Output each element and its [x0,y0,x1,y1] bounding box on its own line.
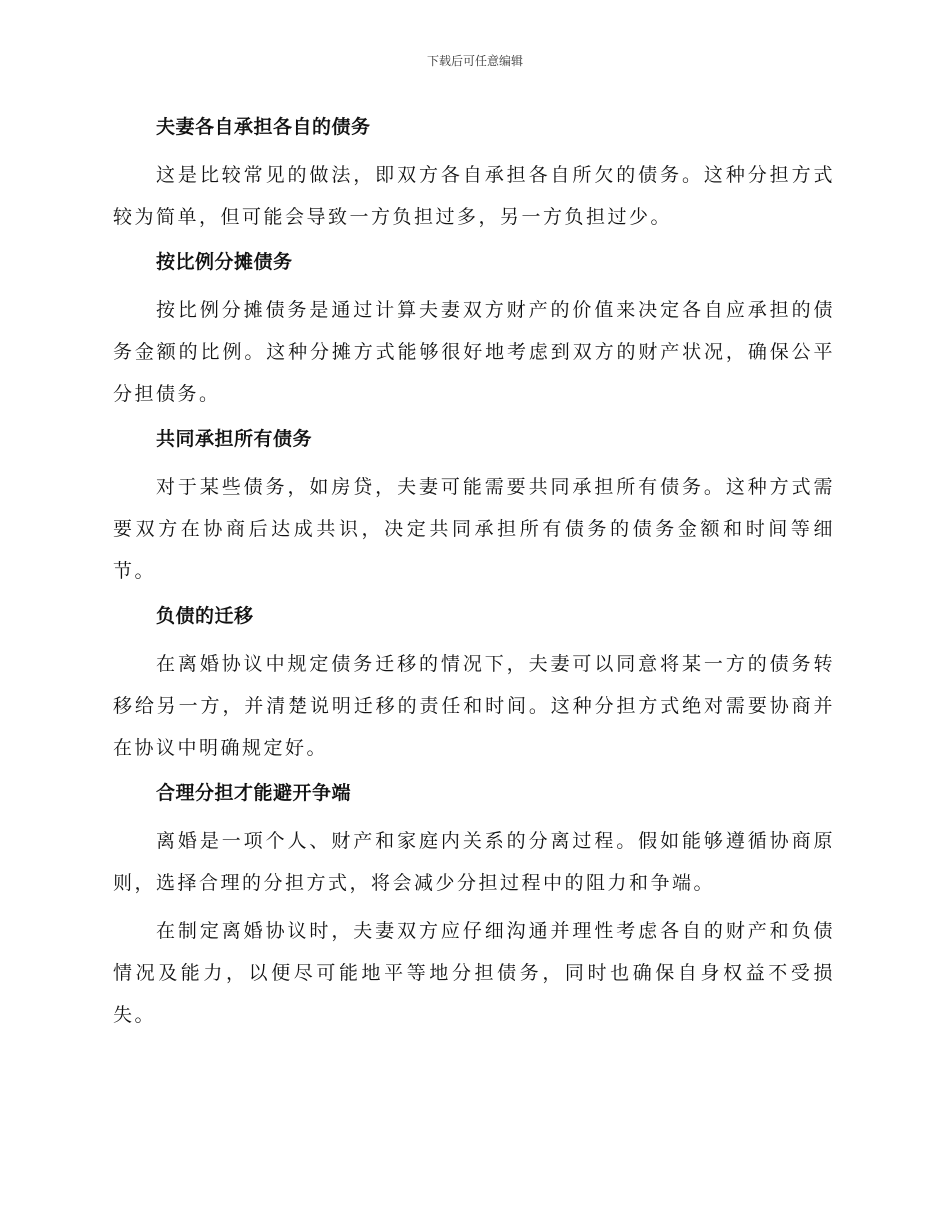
section-heading: 按比例分摊债务 [156,251,293,273]
section-5 [113,775,835,1036]
section-1 [113,109,835,238]
paragraph: 离婚是一项个人、财产和家庭内关系的分离过程。假如能够遵循协商原则，选择合理的分担方式，将会减少分担过程中的阻力和争端。 [113,830,835,894]
section-heading: 共同承担所有债务 [156,428,313,450]
paragraph: 按比例分摊债务是通过计算夫妻双方财产的价值来决定各自应承担的债务金额的比例。这种分摊方式能够很好地考虑到双方的财产状况，确保公平分担债务。 [113,299,835,405]
section-heading: 合理分担才能避开争端 [156,782,352,804]
paragraph: 在制定离婚协议时，夫妻双方应仔细沟通并理性考虑各自的财产和负债情况及能力，以便尽可能地平等地分担债务，同时也确保自身权益不受损失。 [113,920,835,1026]
document-body [113,109,835,1042]
page-header: 下载后可任意编辑 [426,54,523,68]
section-heading: 夫妻各自承担各自的债务 [156,116,371,138]
section-heading: 负债的迁移 [156,605,254,627]
section-3 [113,421,835,592]
paragraph: 在离婚协议中规定债务迁移的情况下，夫妻可以同意将某一方的债务转移给另一方，并清楚说明迁移的责任和时间。这种分担方式绝对需要协商并在协议中明确规定好。 [113,653,835,759]
paragraph: 对于某些债务，如房贷，夫妻可能需要共同承担所有债务。这种方式需要双方在协商后达成共识，决定共同承担所有债务的债务金额和时间等细节。 [113,476,835,582]
section-2 [113,244,835,415]
section-4 [113,598,835,769]
paragraph: 这是比较常见的做法，即双方各自承担各自所欠的债务。这种分担方式较为简单，但可能会导致一方负担过多，另一方负担过少。 [113,164,835,228]
